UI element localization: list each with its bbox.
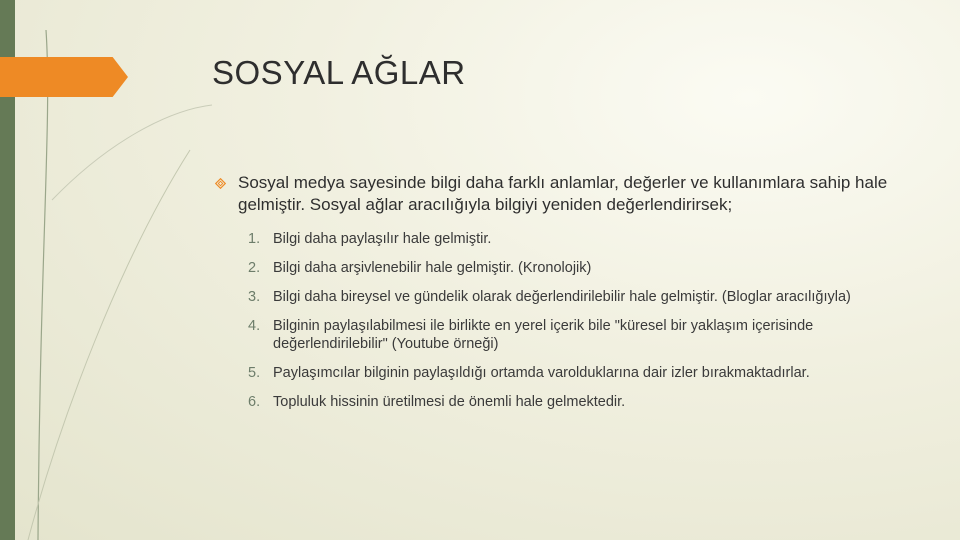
list-item-text: Paylaşımcılar bilginin paylaşıldığı ortamda varolduklarına dair izler bırakmaktadırlar. <box>273 365 810 381</box>
content-area <box>213 172 913 422</box>
list-number: 6. <box>248 394 261 410</box>
main-bullet <box>213 172 913 216</box>
list-item-text: Topluluk hissinin üretilmesi de önemli hale gelmektedir. <box>273 394 626 410</box>
numbered-list <box>213 230 913 411</box>
list-item <box>213 393 913 411</box>
list-item <box>213 259 913 277</box>
list-item <box>213 364 913 382</box>
list-number: 5. <box>248 365 261 381</box>
list-item-text: Bilgi daha bireysel ve gündelik olarak değerlendirilebilir hale gelmiştir. (Bloglar aracılığıyla) <box>273 289 851 305</box>
list-item-text: Bilgi daha arşivlenebilir hale gelmiştir. (Kronolojik) <box>273 260 592 276</box>
list-item <box>213 317 913 353</box>
slide-title: SOSYAL AĞLAR <box>212 54 466 91</box>
main-bullet-text: Sosyal medya sayesinde bilgi daha farklı anlamlar, değerler ve kullanımlara sahip hale gelmiştir. Sosyal ağlar aracılığıyla bilgiyi yeniden değerlendirirsek; <box>238 173 888 214</box>
list-number: 4. <box>248 318 261 334</box>
orange-accent-tab <box>0 57 128 97</box>
list-item-text: Bilgi daha paylaşılır hale gelmiştir. <box>273 231 492 247</box>
list-number: 1. <box>248 231 261 247</box>
list-number: 3. <box>248 289 261 305</box>
list-number: 2. <box>248 260 261 276</box>
list-item-text: Bilginin paylaşılabilmesi ile birlikte en yerel içerik bile "küresel bir yaklaşım içerisinde değerlendirilebilir" (Youtube örneği) <box>273 318 814 352</box>
list-item <box>213 230 913 248</box>
list-item <box>213 288 913 306</box>
diamond-outline-icon <box>215 178 226 189</box>
